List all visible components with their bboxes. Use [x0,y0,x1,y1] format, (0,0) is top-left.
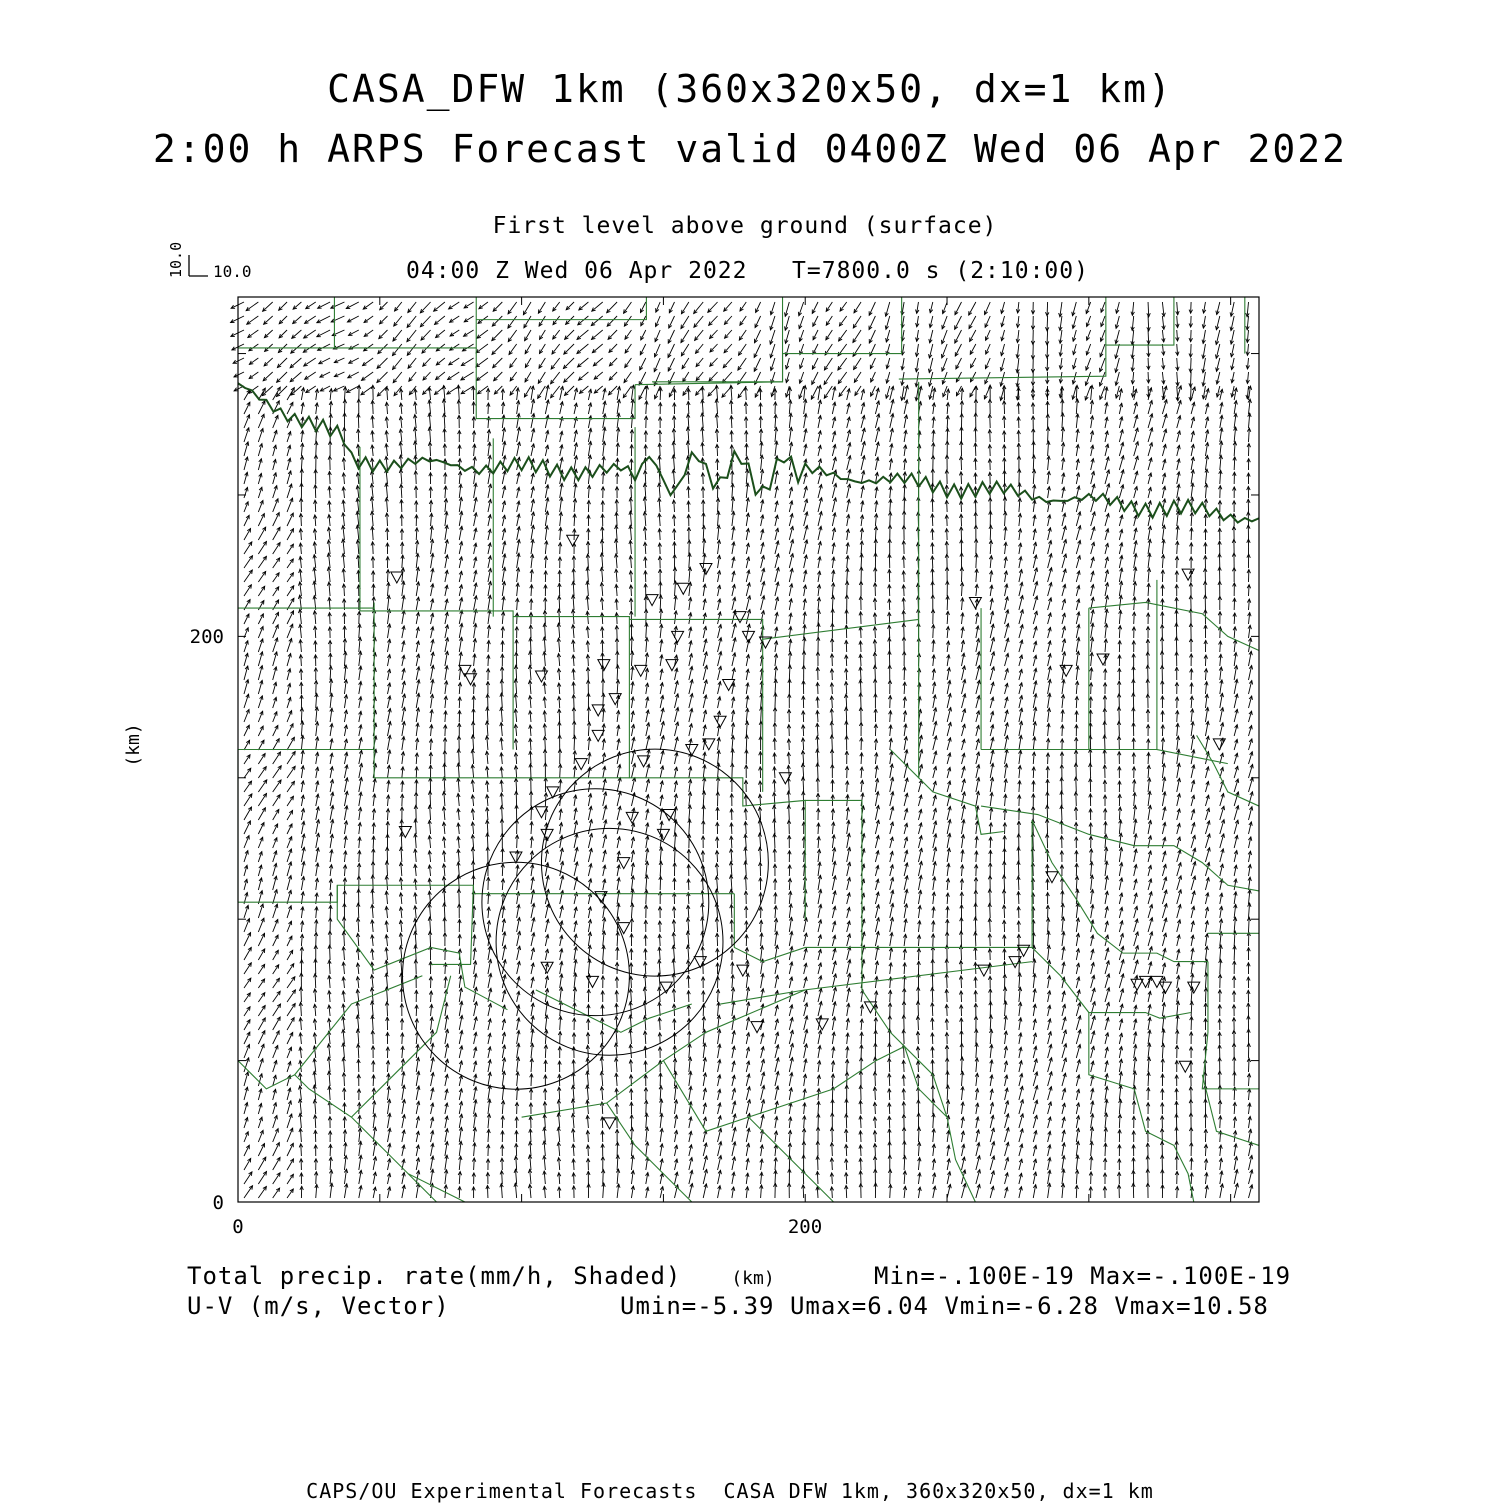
wind-vector [407,330,416,342]
wind-vector [592,344,602,353]
wind-vector [617,932,618,946]
wind-vector [609,372,617,380]
wind-vector [681,330,689,343]
wind-vector [305,316,316,323]
wind-vector [264,316,273,324]
wind-vector [287,751,295,764]
wind-vector [273,1157,280,1170]
wind-vector [579,372,589,380]
wind-vector [444,903,445,918]
wind-vector [551,372,560,384]
wind-vector [244,570,252,582]
wind-vector [695,344,703,353]
wind-vector [703,805,704,820]
wind-vector [401,833,402,848]
wind-vector [301,708,302,722]
wind-vector [623,386,631,398]
wind-vector [287,977,295,988]
wind-vector [508,330,516,342]
wind-vector [244,807,252,820]
wind-vector [603,961,604,974]
wind-vector [552,344,560,354]
wind-vector [631,637,632,652]
wind-vector [588,554,589,568]
wind-vector [608,330,617,339]
wind-vector [373,875,374,890]
wind-vector [258,527,265,540]
wind-vector [430,931,431,946]
wind-vector [408,302,416,313]
wind-vector [258,556,266,568]
wind-vector [273,795,280,806]
wind-vector [502,806,503,820]
wind-vector [420,302,430,313]
wind-vector [738,386,746,398]
wind-vector [694,302,704,314]
wind-vector [761,707,762,722]
wind-vector [435,386,445,394]
wind-vector [244,947,251,960]
wind-vector [560,764,561,778]
wind-vector [287,1018,294,1030]
wind-vector [244,556,253,568]
wind-vector [631,485,632,498]
wind-vector [609,344,617,352]
wind-vector [746,876,747,890]
wind-vector [373,1031,374,1044]
wind-vector [624,372,631,383]
wind-vector [660,443,661,456]
wind-vector [574,569,575,582]
wind-vector [330,905,331,918]
wind-vector [722,386,732,397]
wind-vector [304,330,316,338]
wind-vector [696,386,704,395]
wind-vector [287,737,294,750]
wind-vector [602,527,603,540]
wind-vector [423,358,431,366]
wind-vector [305,372,316,379]
wind-vector [394,316,402,326]
wind-vector [459,400,460,414]
wind-vector [258,1018,265,1030]
wind-vector [564,344,574,354]
wind-vector [774,819,775,834]
wind-vector [566,302,574,310]
wind-vector [473,861,474,876]
wind-vector [579,302,589,310]
wind-vector [689,1031,690,1044]
wind-vector [344,932,345,946]
wind-vector [477,330,488,338]
wind-vector [760,847,761,862]
wind-vector [624,302,632,313]
wind-vector [273,780,281,792]
wind-vector [531,1074,532,1086]
wind-vector [363,358,374,366]
wind-vector [287,781,294,792]
wind-vector [646,623,647,638]
wind-vector [461,358,473,366]
wind-vector [317,316,330,323]
wind-vector [681,316,689,329]
wind-vector [330,945,331,960]
wind-vector [258,767,266,778]
wind-vector [244,585,251,596]
wind-vector [603,1169,604,1184]
wind-vector [523,302,531,315]
wind-vector [279,302,287,310]
wind-vector [476,358,488,367]
wind-vector [738,358,746,370]
wind-vector [421,330,431,340]
wind-vector [694,316,703,327]
wind-vector [277,372,287,382]
wind-vector [566,316,574,324]
wind-vector [530,638,531,652]
wind-vector [607,316,617,326]
wind-vector [448,372,460,380]
wind-vector [631,918,632,932]
wind-vector [564,372,574,382]
wind-vector [380,316,388,324]
wind-vector [473,722,474,736]
wind-vector [258,780,266,792]
wind-vector [393,358,402,369]
wind-vector [722,372,732,383]
wind-vector [617,665,618,680]
wind-vector [660,387,661,400]
wind-vector [709,372,718,381]
wind-vector [292,330,302,338]
wind-vector [416,471,417,484]
wind-vector [494,372,503,381]
wind-vector [609,358,617,366]
wind-vector [304,358,316,366]
wind-vector [639,386,646,399]
wind-vector [444,777,445,792]
wind-vector [244,794,252,806]
wind-vector [290,372,301,382]
wind-vector [517,835,518,848]
wind-vector [361,372,373,380]
wind-vector [577,344,588,354]
wind-vector [545,1102,546,1114]
wind-vector [578,316,589,325]
wind-vector [301,987,302,1002]
wind-vector [244,781,252,792]
wind-vector [344,400,345,414]
wind-vector [565,330,574,339]
wind-vector [724,344,732,353]
wind-vector [290,358,301,368]
wind-vector [607,302,617,313]
wind-vector [646,890,647,904]
wind-vector [408,358,416,368]
wind-vector [361,386,373,395]
wind-vector [708,386,717,396]
wind-vector [524,316,531,328]
wind-vector [675,567,676,582]
wind-vector [407,316,416,327]
wind-vector [609,386,618,395]
wind-vector [591,316,602,326]
wind-vector [287,990,295,1002]
wind-vector [761,429,762,442]
wind-vector [577,330,588,339]
wind-vector [258,541,266,554]
wind-vector [273,991,280,1002]
wind-vector [264,358,273,366]
wind-vector [592,302,603,311]
wind-vector [718,498,719,512]
wind-vector [258,1157,265,1170]
wind-vector [708,302,718,312]
wind-vector [545,623,546,638]
wind-vector [420,316,430,327]
wind-vector [492,316,502,326]
wind-vector [574,736,575,750]
wind-vector [775,1170,776,1184]
wind-vector [258,808,265,820]
wind-vector [258,1186,266,1198]
wind-vector [789,805,790,820]
wind-vector [459,749,460,764]
wind-vector [434,302,445,311]
wind-vector [775,693,776,708]
wind-vector [279,316,287,324]
wind-vector [430,442,431,456]
wind-vector [563,358,574,369]
wind-vector [492,344,502,354]
wind-vector [387,861,388,876]
wind-vector [373,400,374,414]
wind-vector [591,330,602,339]
wind-vector [377,372,388,383]
wind-vector [689,819,690,834]
wind-vector [273,527,280,540]
wind-vector [377,386,387,396]
wind-vector [502,680,503,694]
wind-vector [258,1172,266,1184]
wind-vector [695,330,704,340]
wind-vector [287,1003,295,1016]
wind-vector [436,372,445,380]
wind-vector [477,372,488,380]
wind-vector [316,441,317,456]
wind-vector [244,542,252,554]
wind-vector [494,386,502,394]
wind-vector [344,639,345,652]
wind-vector [430,791,431,806]
wind-vector [774,834,775,848]
wind-vector [710,358,718,366]
wind-vector [277,358,287,368]
wind-vector [377,358,387,368]
wind-vector [401,973,402,988]
wind-vector [492,330,503,341]
wind-vector [317,330,330,337]
wind-vector [545,736,546,750]
wind-vector [681,302,688,314]
wind-vector [380,302,388,310]
wind-vector [447,386,459,394]
wind-vector [246,302,258,311]
wind-vector [709,316,718,325]
wind-vector [248,330,259,337]
wind-vector [508,316,517,328]
wind-vector [415,819,416,834]
wind-vector [273,1004,281,1016]
wind-vector [478,386,488,394]
wind-vector [263,302,273,311]
wind-vector [344,1073,345,1086]
wind-vector [287,388,294,400]
wind-vector [703,526,704,540]
wind-vector [379,330,388,339]
wind-vector [516,665,517,680]
wind-vector [738,344,746,355]
wind-vector [301,947,302,960]
wind-vector [244,1172,252,1184]
wind-vector [407,344,416,355]
wind-vector [315,974,316,988]
wind-vector [273,1017,280,1030]
wind-vector [565,386,575,395]
wind-vector [646,1100,647,1114]
wind-vector [263,372,273,381]
wind-vector [393,372,402,383]
wind-vector [717,933,718,946]
wind-vector [710,330,718,338]
wind-vector [731,905,732,918]
wind-vector [724,302,732,311]
wind-vector [247,316,259,324]
wind-vector [538,372,545,383]
wind-vector [660,595,661,610]
wind-vector [746,735,747,750]
wind-vector [279,330,287,338]
wind-vector [435,316,445,324]
wind-vector [593,358,602,366]
wind-vector [392,344,401,356]
wind-vector [559,596,560,610]
wind-vector [508,302,517,314]
wind-vector [291,344,302,353]
wind-vector [422,344,431,353]
wind-vector [273,766,282,778]
wind-vector [387,1002,388,1016]
wind-vector [378,344,388,354]
wind-vector [493,302,502,311]
wind-vector [393,330,402,341]
wind-vector [578,358,589,367]
wind-vector [487,833,488,848]
wind-vector [509,344,517,355]
wind-vector [530,764,531,778]
wind-vector [487,707,488,722]
wind-vector [718,777,719,792]
wind-vector [681,344,688,356]
wind-vector [273,1173,280,1184]
wind-vector [258,793,266,806]
wind-vector [588,667,589,680]
wind-vector [723,358,732,368]
wind-vector [273,543,280,554]
wind-vector [264,330,272,338]
wind-vector [287,766,295,778]
wind-vector [551,386,560,398]
wind-vector [415,945,416,960]
wind-vector [538,386,546,398]
wind-vector [493,358,503,368]
wind-vector [788,791,789,806]
wind-vector [461,372,474,380]
wind-vector [244,1186,253,1198]
wind-vector [436,330,445,338]
wind-vector [516,1144,517,1156]
wind-vector [476,344,488,353]
wind-vector [358,903,359,918]
wind-vector [551,358,560,369]
wind-vector [273,752,281,764]
